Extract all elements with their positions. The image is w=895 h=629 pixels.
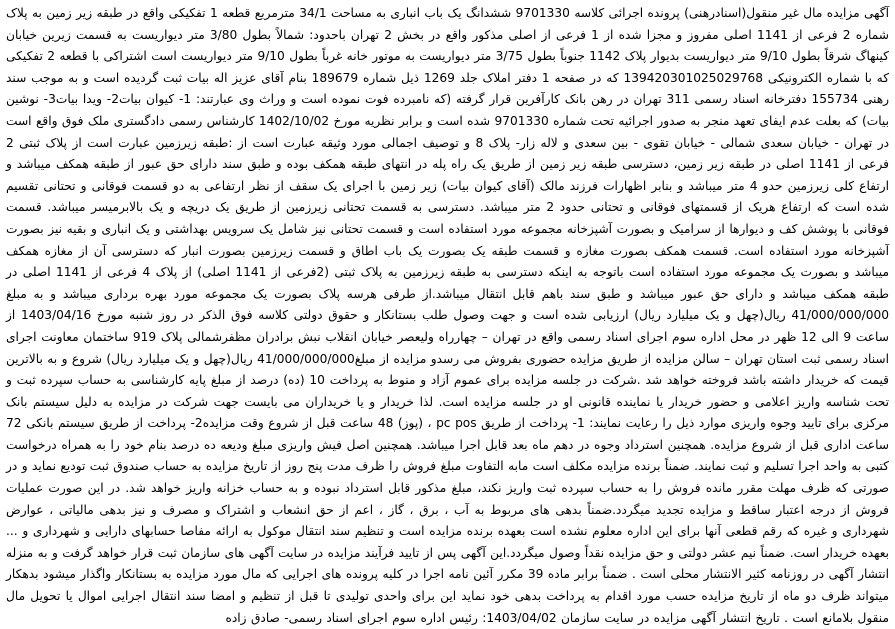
auction-notice-body: آگهی مزایده مال غیر منقول(اسنادرهنی) پرونده اجرائی کلاسه 9701330 ششدانگ یک باب انباری به مساحت 34/1 مترمربع قطعه 1 تفکیکی واقع در طبقه زیر زمین به پلاک شماره 2 فرعی از 1141 اصلی مفروز و مجزا شده از 1 فرعی از اصلی مذکور واقع در بخش 2 تهران باحدود: شمالاً بطول 3/80 متر دیواریست به قسمت زیرین خیابان کینهاگ شرقاً بطول 9/10 متر دیواریست بدیوار پلاک 1142 جنوباً بطول 3/75 متر دیواریست به موتور خانه غرباً بطول 9/10 متر دیواریست است اشتراکی با قطعه 2 تفکیکی که با شماره الکترونیکی 139420301025029768 که در صفحه 1 دفتر املاک جلد 1269 ذیل شماره 189679 بنام آقای عزیز اله بیات ثبت گردیده است و به موجب سند رهنی 155734 دفترخانه اسناد رسمی 311 تهران در رهن بانک کارآفرین قرار گرفته (که نامبرده فوت نموده است و وراث وی عبارتند: 1- کیوان بیات2- ویدا بیات3- نوشین بیات) که بعلت عدم ایفای تعهد منجر به صدور اجرائیه تحت شماره 9701330 شده است و برابر نظریه مورخ 1402/10/02 کارشناس رسمی دادگستری ملک فوق واقع است در تهران - خیابان سعدی شمالی - خیابان تقوی - بین سعدی و لاله زار- پلاک 8 و توصیف اجمالی مورد وثیقه عبارت است از :طبقه زیرزمین عبارت است از پلاک ثبتی 2 فرعی از 1141 اصلی در طبقه زیر زمین، دسترسی طبقه زیر زمین از طریق یک راه پله در انتهای طبقه همکف بوده و طبق سند دارای حق عبور از طبقه همکف میباشد و ارتفاع کلی زیرزمین حدو 4 متر میباشد و بنابر اظهارات فرزند مالک (آقای کیوان بیات) زیر زمین با اجرای یک سقف از نظر ارتفاعی به دو قسمت فوقانی و تحتانی تقسیم شده است که ارتفاع هریک از قسمتهای فوقانی و تحتانی حدود 2 متر میباشد. دسترسی به قسمت تحتانی زیرزمین از طریق یک دریچه و یک بالابرمیسر میباشد. قسمت فوقانی با پوشش کف و دیوارها از سرامیک و بصورت آشپزخانه مجموعه مورد استفاده است و قسمت تحتانی نیز شامل یک سرویس بهداشتی و یک انباری و بقیه نیز بصورت آشپزخانه مورد استفاده است. قسمت همکف بصورت مغازه و قسمت طبقه یک بصورت یک باب اطاق و قسمت زیرزمین بصورت انبار که دسترسی آن از مغازه همکف میباشد و بصورت یک مجموعه مورد استفاده است باتوجه به اینکه دسترسی به طبقه زیرزمین به پلاک ثبتی (2فرعی از 1141 اصلی) از پلاک 4 فرعی از 1141 اصلی در طبقه همکف میباشد و دارای حق عبور میباشد و طبق سند باهم قابل انتقال میباشد.از طرفی هرسه پلاک بصورت یک مجموعه مورد بهره برداری میباشد و به مبلغ 41/000/000/000 ریال(چهل و یک میلیارد ریال) ارزیابی شده است و جهت وصول طلب بستانکار و حقوق دولتی کلاسه فوق الذکر در روز شنبه مورخ 1403/04/16 از ساعت 9 الی 12 ظهر در محل اداره سوم اجرای اسناد رسمی واقع در تهران – چهارراه ولیعصر خیابان انقلاب نبش برادران مظفرشمالی پلاک 919 ساختمان معاونت اجرای اسناد رسمی ثبت استان تهران – سالن مزایده از طریق مزایده حضوری بفروش می رسدو مزایده از مبلغ41/000/000/000 ریال(چهل و یک میلیارد ریال) شروع و به بالاترین قیمت که خریدار داشته باشد فروخته خواهد شد .شرکت در جلسه مزایده برای عموم آزاد و منوط به پرداخت 10 (ده) درصد از مبلغ پایه کارشناسی به حساب سپرده ثبت و تحت شناسه واریز اعلامی و حضور خریدار یا نماینده قانونی او در جلسه مزایده است. لذا خریدار و یا خریداران می بایست جهت شرکت در مزایده به دلیل سیستم بانک مرکزی برای تایید وجوه واریزی موارد ذیل را رعایت نمایند: 1- پرداخت از طریق pc pos ، (پوز) 48 ساعت قبل از شروع وقت مزایده2- پرداخت از طریق سیستم بانکی 72 ساعت اداری قبل از شروع مزایده. همچنین استرداد وجوه در دهم ماه بعد قابل اجرا میباشد. همچنین اصل فیش واریزی مبلغ ودیعه ده درصد بنام خود را به همراه درخواست کتبی به واحد اجرا تسلیم و ثبت نمایند. ضمناً برنده مزایده مکلف است مابه التفاوت مبلغ فروش را ظرف مدت پنج روز از تاریخ مزایده به حساب صندوق ثبت تودیع نماید و در صورتی که ظرف مهلت مقرر مانده فروش را به حساب سپرده ثبت واریز نکند، مبلغ مذکور قابل استرداد نبوده و به حساب خزانه واریز خواهد شد. در این صورت عملیات فروش از درجه اعتبار ساقط و مزایده تجدید میگردد.ضمناً بدهی های مربوط به آب ، برق ، گاز ، اعم از حق انشعاب و اشتراک و مصرف و نیز بدهی مالیاتی ، عوارض شهرداری و غیره که رقم قطعی آنها برای این اداره معلوم نشده است بعهده برنده مزایده است و تنظیم سند انتقال موکول به ارائه مفاصا حسابهای دارایی و شهرداری و ... بعهده خریدار است. ضمناً نیم عشر دولتی و حق مزایده نقداً وصول میگردد.این آگهی پس از تایید فرآیند مزایده در سایت آگهی های سازمان ثبت قرار خواهد گرفت و به منزله انتشار آگهی در روزنامه کثیر الانتشار محلی است . ضمناً برابر ماده 39 مکرر آئین نامه اجرا در کلیه پرونده های اجرایی که مال مورد مزایده به بستانکار واگذار میشود بدهکار میتواند ظرف دو ماه از تاریخ مزایده حسب مورد اقدام به پرداخت بدهی خود نماید این برای واحدی تولیدی تا قبل از تنظیم و امضا سند انتقال اجرایی اموال یا تحویل مال منقول بلامانع است . تاریخ انتشار آگهی مزایده در سایت سازمان 1403/04/02: رئیس اداره سوم اجرای اسناد رسمی- صادق زاده [6,6,890,625]
